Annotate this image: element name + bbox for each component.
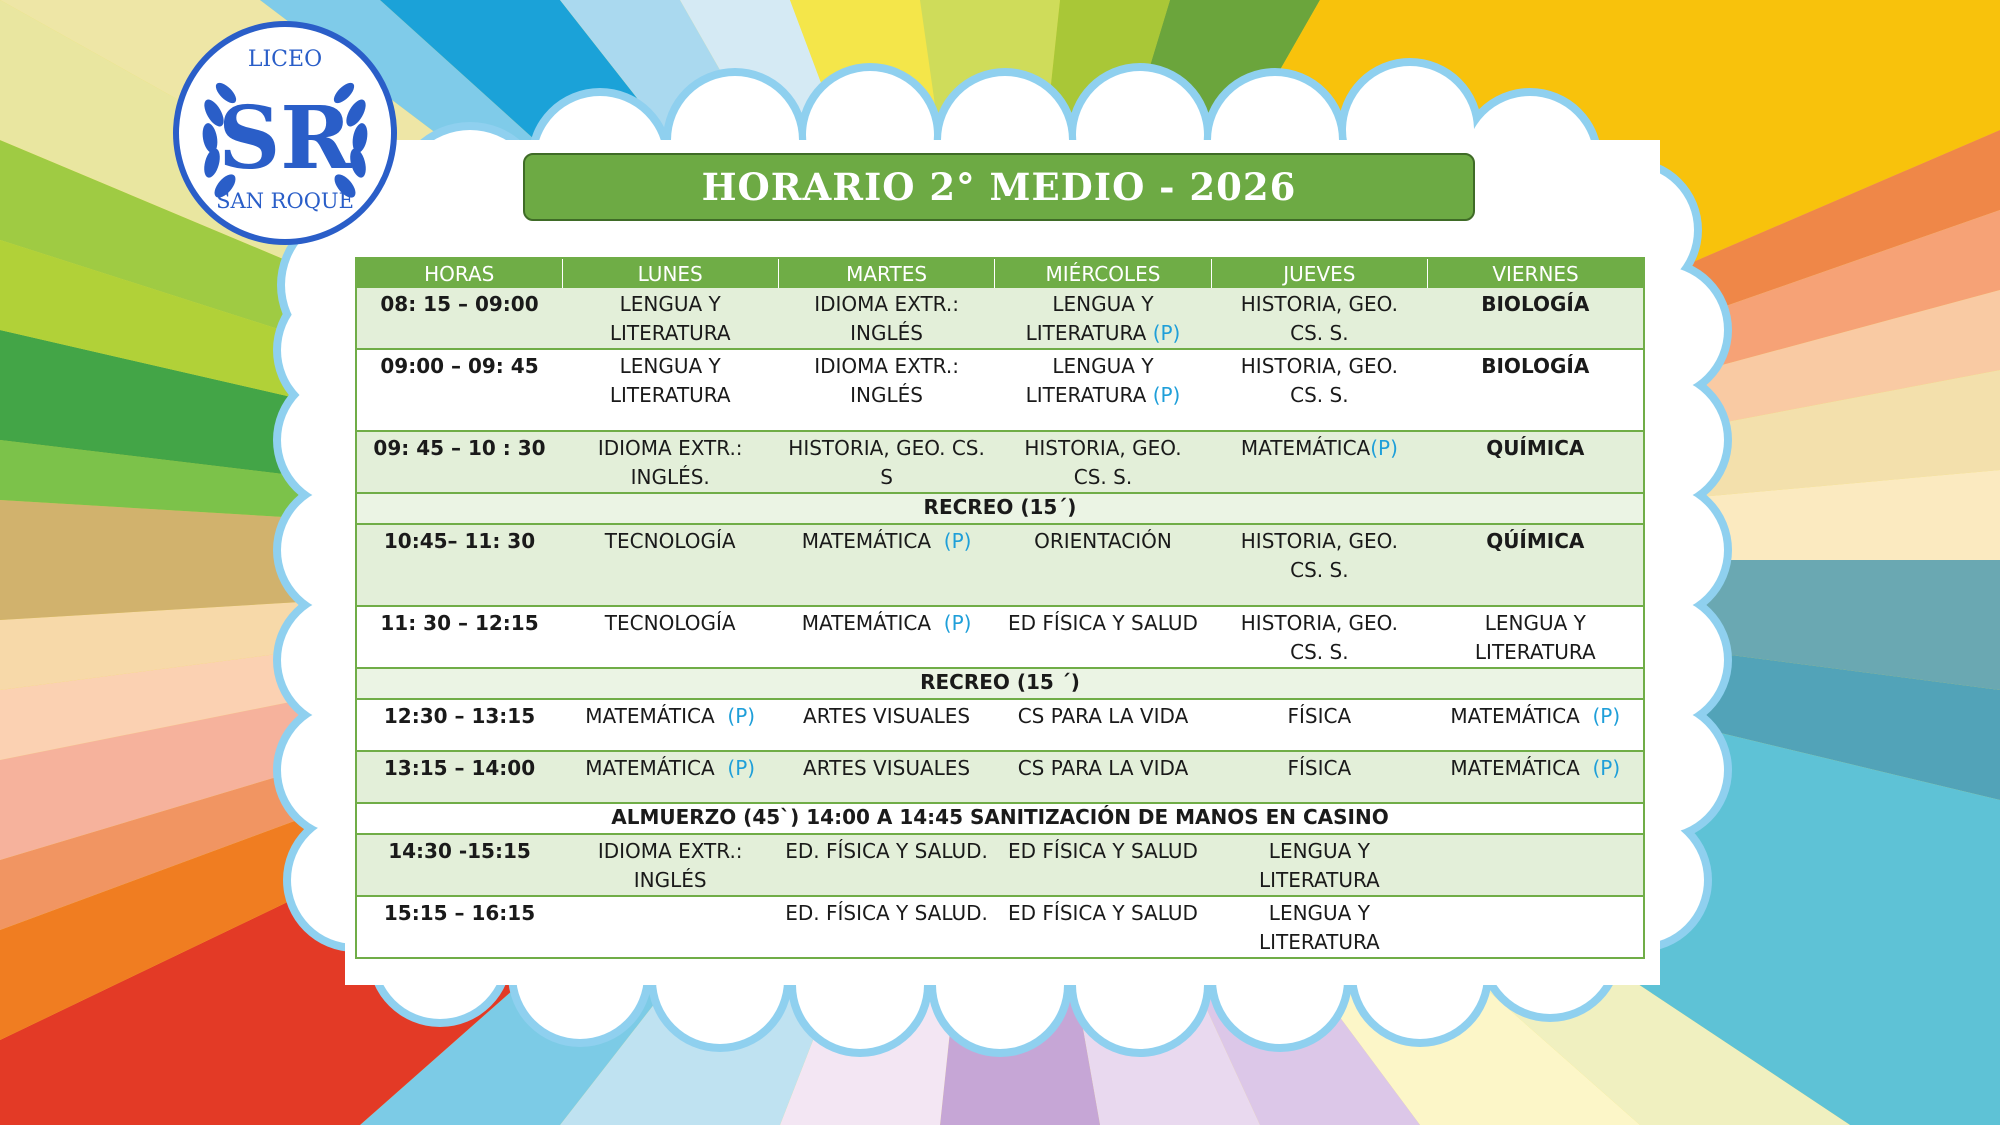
subject-cell: MATEMÁTICA (P) <box>778 524 994 606</box>
subject-cell: ARTES VISUALES <box>778 751 994 803</box>
schedule-table <box>355 257 1645 959</box>
subject-cell: FÍSICA <box>1211 699 1427 751</box>
subject-cell: HISTORIA, GEO. CS. S. <box>1211 349 1427 431</box>
header-row <box>356 258 1644 288</box>
lunch-label: ALMUERZO (45`) 14:00 A 14:45 SANITIZACIÓN DE MANOS EN CASINO <box>356 803 1644 834</box>
schedule-container <box>355 257 1645 959</box>
subject-cell: ED FÍSICA Y SALUD <box>995 606 1211 668</box>
recess-row <box>356 668 1644 699</box>
subject-cell: LENGUA Y LITERATURA (P) <box>995 288 1211 349</box>
header-viernes: VIERNES <box>1428 258 1644 288</box>
subject-cell: ED. FÍSICA Y SALUD. <box>778 834 994 896</box>
header-miercoles: MIÉRCOLES <box>995 258 1211 288</box>
subject-cell: HISTORIA, GEO. CS. S. <box>995 431 1211 493</box>
header-horas: HORAS <box>356 258 562 288</box>
subject-cell: CS PARA LA VIDA <box>995 699 1211 751</box>
subject-cell: ED FÍSICA Y SALUD <box>995 896 1211 958</box>
subject-cell: BIOLOGÍA <box>1428 349 1644 431</box>
table-row <box>356 699 1644 751</box>
p-marker: (P) <box>943 529 972 553</box>
subject-cell: CS PARA LA VIDA <box>995 751 1211 803</box>
liceo-san-roque-logo <box>170 18 400 248</box>
logo-top-text: LICEO <box>247 47 323 72</box>
subject-cell <box>1428 896 1644 958</box>
subject-cell: BIOLOGÍA <box>1428 288 1644 349</box>
subject-cell: TECNOLOGÍA <box>562 606 778 668</box>
table-row <box>356 834 1644 896</box>
logo-bottom-text: SAN ROQUE <box>216 189 354 213</box>
subject-cell: HISTORIA, GEO. CS. S. <box>1211 288 1427 349</box>
table-row <box>356 751 1644 803</box>
logo-monogram: SR <box>218 88 352 189</box>
p-marker: (P) <box>727 704 756 728</box>
header-lunes: LUNES <box>562 258 778 288</box>
subject-cell: MATEMÁTICA (P) <box>1428 699 1644 751</box>
p-marker: (P) <box>1152 321 1181 345</box>
subject-cell: MATEMÁTICA (P) <box>778 606 994 668</box>
table-row <box>356 606 1644 668</box>
recess-label: RECREO (15 ´) <box>356 668 1644 699</box>
table-row <box>356 349 1644 431</box>
time-cell: 14:30 -15:15 <box>356 834 562 896</box>
subject-cell <box>1428 834 1644 896</box>
subject-cell: LENGUA Y LITERATURA <box>562 288 778 349</box>
time-cell: 09: 45 – 10 : 30 <box>356 431 562 493</box>
title-banner <box>523 153 1475 221</box>
p-marker: (P) <box>1152 383 1181 407</box>
subject-cell: LENGUA Y LITERATURA (P) <box>995 349 1211 431</box>
subject-cell: ED FÍSICA Y SALUD <box>995 834 1211 896</box>
subject-cell: HISTORIA, GEO. CS. S <box>778 431 994 493</box>
subject-cell: IDIOMA EXTR.: INGLÉS. <box>562 431 778 493</box>
header-jueves: JUEVES <box>1211 258 1427 288</box>
recess-row <box>356 493 1644 524</box>
subject-cell: IDIOMA EXTR.: INGLÉS <box>778 349 994 431</box>
lunch-row <box>356 803 1644 834</box>
recess-label: RECREO (15´) <box>356 493 1644 524</box>
subject-cell: ED. FÍSICA Y SALUD. <box>778 896 994 958</box>
subject-cell: MATEMÁTICA(P) <box>1211 431 1427 493</box>
table-row <box>356 288 1644 349</box>
time-cell: 08: 15 – 09:00 <box>356 288 562 349</box>
table-row <box>356 896 1644 958</box>
subject-cell: LENGUA Y LITERATURA <box>1211 896 1427 958</box>
subject-cell: MATEMÁTICA (P) <box>562 699 778 751</box>
p-marker: (P) <box>1592 704 1621 728</box>
subject-cell: MATEMÁTICA (P) <box>1428 751 1644 803</box>
subject-cell: IDIOMA EXTR.: INGLÉS <box>562 834 778 896</box>
time-cell: 12:30 – 13:15 <box>356 699 562 751</box>
subject-cell: TECNOLOGÍA <box>562 524 778 606</box>
subject-cell <box>562 896 778 958</box>
table-row <box>356 431 1644 493</box>
time-cell: 11: 30 – 12:15 <box>356 606 562 668</box>
table-row <box>356 524 1644 606</box>
p-marker: (P) <box>727 756 756 780</box>
time-cell: 10:45– 11: 30 <box>356 524 562 606</box>
subject-cell: LENGUA Y LITERATURA <box>562 349 778 431</box>
time-cell: 13:15 – 14:00 <box>356 751 562 803</box>
subject-cell: IDIOMA EXTR.: INGLÉS <box>778 288 994 349</box>
time-cell: 15:15 – 16:15 <box>356 896 562 958</box>
subject-cell: FÍSICA <box>1211 751 1427 803</box>
subject-cell: ARTES VISUALES <box>778 699 994 751</box>
p-marker: (P) <box>943 611 972 635</box>
subject-cell: MATEMÁTICA (P) <box>562 751 778 803</box>
subject-cell: LENGUA Y LITERATURA <box>1211 834 1427 896</box>
subject-cell: HISTORIA, GEO. CS. S. <box>1211 606 1427 668</box>
p-marker: (P) <box>1370 436 1398 460</box>
time-cell: 09:00 – 09: 45 <box>356 349 562 431</box>
header-martes: MARTES <box>778 258 994 288</box>
subject-cell: ORIENTACIÓN <box>995 524 1211 606</box>
page-title: HORARIO 2° MEDIO - 2026 <box>701 165 1297 209</box>
subject-cell: QÚÍMICA <box>1428 524 1644 606</box>
subject-cell: LENGUA Y LITERATURA <box>1428 606 1644 668</box>
subject-cell: HISTORIA, GEO. CS. S. <box>1211 524 1427 606</box>
p-marker: (P) <box>1592 756 1621 780</box>
subject-cell: QUÍMICA <box>1428 431 1644 493</box>
